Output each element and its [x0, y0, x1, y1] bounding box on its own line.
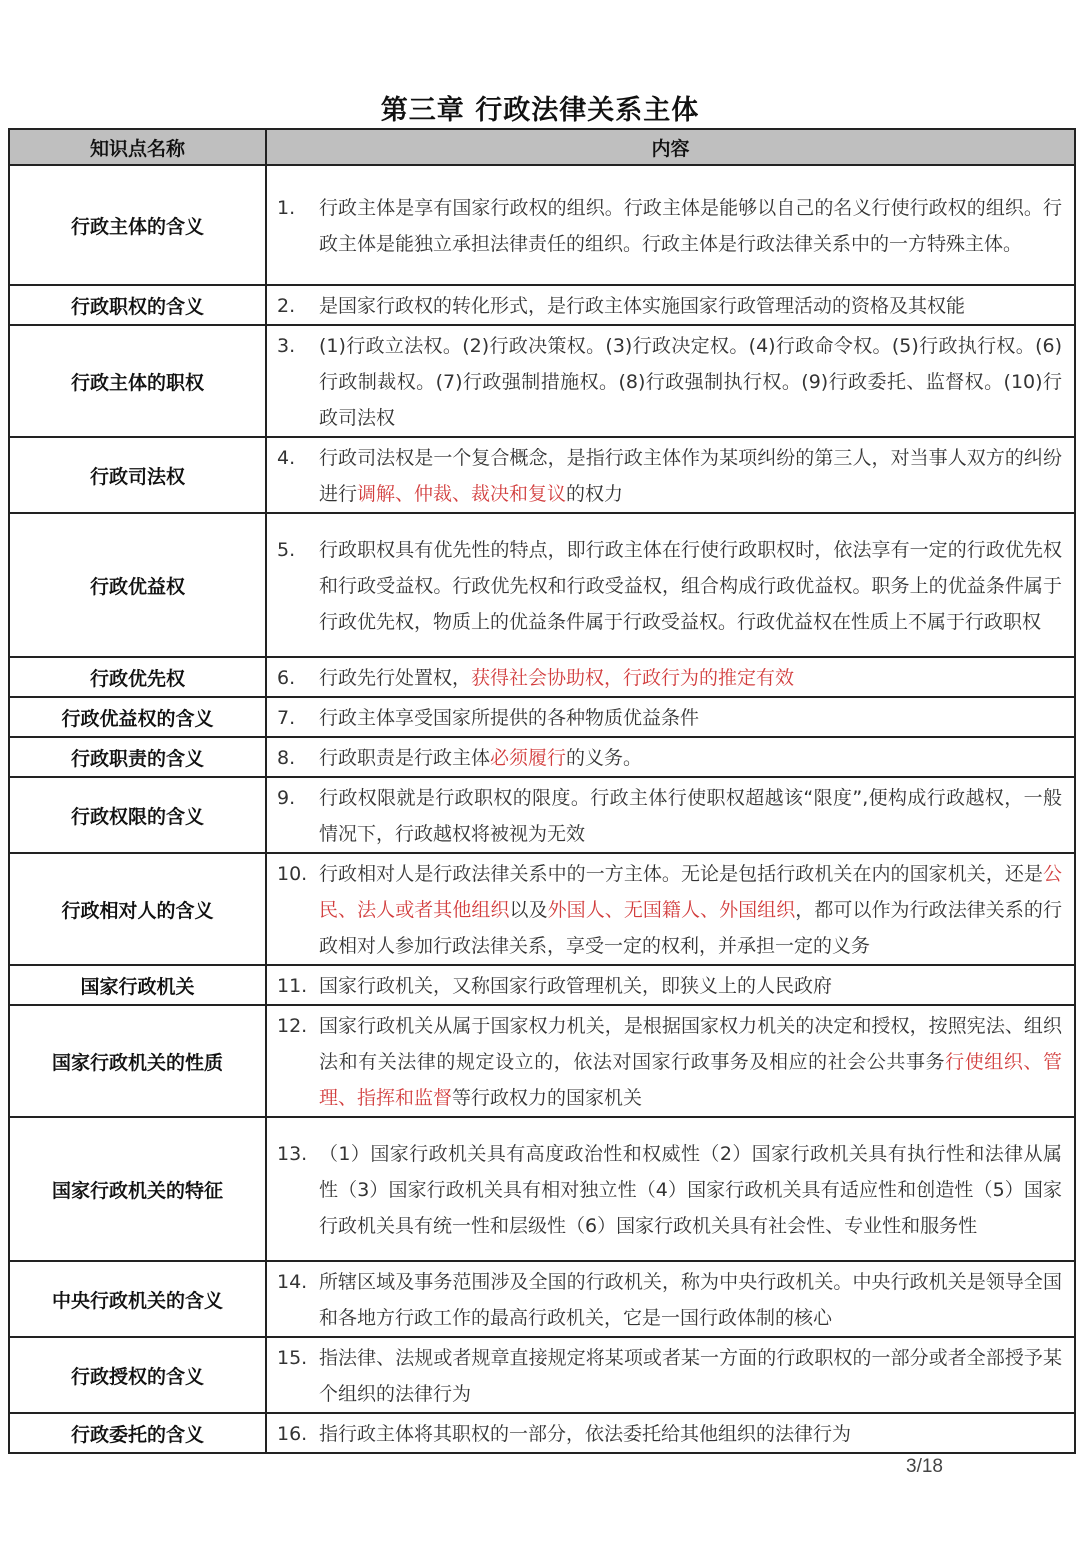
table-row: [9, 513, 1075, 657]
table-row: [9, 965, 1075, 1005]
knowledge-point-content: [266, 737, 1075, 777]
item-number: 1.: [277, 197, 296, 219]
item-text: [319, 740, 1062, 776]
table-row: [9, 657, 1075, 697]
table-row: [9, 1117, 1075, 1261]
content-item: [267, 1338, 1074, 1412]
highlighted-text: 行使组织、管理、指挥和监督: [319, 1051, 1062, 1109]
text-segment: 国家行政机关，又称国家行政管理机关，即狭义上的人民政府: [319, 975, 833, 997]
knowledge-point-content: [266, 325, 1075, 437]
knowledge-point-content: [266, 697, 1075, 737]
table-row: [9, 737, 1075, 777]
item-text: [319, 288, 1062, 324]
knowledge-point-name: 行政职权的含义: [9, 285, 266, 325]
text-segment: 国家行政机关从属于国家权力机关，是根据国家权力机关的决定和授权，按照宪法、组织法和有关法律的规定设立的，依法对国家行政事务及相应的社会公共事务: [319, 1015, 1062, 1073]
knowledge-point-name: 行政相对人的含义: [9, 853, 266, 965]
page-number: 3/18: [906, 1456, 943, 1477]
item-text: [319, 1340, 1062, 1412]
content-item: [267, 438, 1074, 512]
item-number: 13.: [277, 1143, 308, 1165]
item-number: 6.: [277, 667, 296, 689]
knowledge-point-name: 行政主体的含义: [9, 165, 266, 285]
table-row: [9, 1261, 1075, 1337]
knowledge-point-content: [266, 657, 1075, 697]
text-segment: 指法律、法规或者规章直接规定将某项或者某一方面的行政职权的一部分或者全部授予某个组织的法律行为: [319, 1347, 1062, 1405]
content-item: [267, 854, 1074, 964]
knowledge-point-name: 行政优益权的含义: [9, 697, 266, 737]
table-row: [9, 1413, 1075, 1453]
table-row: [9, 325, 1075, 437]
text-segment: 行政先行处置权，: [319, 667, 472, 689]
item-text: [319, 190, 1062, 262]
item-number: 14.: [277, 1271, 308, 1293]
table-body: [9, 165, 1075, 1453]
knowledge-point-name: 行政优先权: [9, 657, 266, 697]
text-segment: 行政主体是享有国家行政权的组织。行政主体是能够以自己的名义行使行政权的组织。行政主体是能独立承担法律责任的组织。行政主体是行政法律关系中的一方特殊主体。: [319, 197, 1062, 255]
item-number: 5.: [277, 539, 296, 561]
item-number: 9.: [277, 787, 296, 809]
table-row: [9, 1337, 1075, 1413]
knowledge-point-content: [266, 777, 1075, 853]
knowledge-point-content: [266, 437, 1075, 513]
content-item: [267, 326, 1074, 436]
text-segment: 的权力: [566, 483, 624, 505]
text-segment: 等行政权力的国家机关: [452, 1087, 643, 1109]
text-segment: 行政司法权是一个复合概念，是指行政主体作为某项纠纷的第三人，对当事人双方的纠纷进行: [319, 447, 1062, 505]
content-item: [267, 658, 1074, 696]
item-text: [319, 328, 1062, 436]
knowledge-point-content: [266, 1261, 1075, 1337]
knowledge-table: [8, 128, 1076, 1454]
item-text: [319, 1416, 1062, 1452]
knowledge-point-name: 国家行政机关的性质: [9, 1005, 266, 1117]
text-segment: ，都可以作为行政法律关系的行政相对人参加行政法律关系，享受一定的权利，并承担一定的义务: [319, 899, 1062, 957]
knowledge-point-name: 行政授权的含义: [9, 1337, 266, 1413]
table-row: [9, 697, 1075, 737]
content-item: [267, 1006, 1074, 1116]
knowledge-point-content: [266, 1337, 1075, 1413]
item-text: [319, 1264, 1062, 1336]
table-header-row: [9, 129, 1075, 165]
knowledge-point-name: 行政司法权: [9, 437, 266, 513]
item-text: [319, 700, 1062, 736]
text-segment: (1)行政立法权。(2)行政决策权。(3)行政决定权。(4)行政命令权。(5)行政执行权。(6)行政制裁权。(7)行政强制措施权。(8)行政强制执行权。(9)行政委托、监督权。(10)行政司法权: [319, 335, 1062, 429]
content-item: [267, 698, 1074, 736]
item-text: [319, 856, 1062, 964]
text-segment: 行政职责是行政主体: [319, 747, 491, 769]
knowledge-point-content: [266, 1117, 1075, 1261]
highlighted-text: 获得社会协助权，行政行为的推定有效: [471, 667, 795, 689]
table-row: [9, 285, 1075, 325]
knowledge-point-name: 行政优益权: [9, 513, 266, 657]
item-text: [319, 780, 1062, 852]
item-text: [319, 660, 1062, 696]
content-item: [267, 1262, 1074, 1336]
item-text: [319, 1136, 1062, 1244]
item-number: 15.: [277, 1347, 308, 1369]
item-number: 12.: [277, 1015, 308, 1037]
content-item: [267, 286, 1074, 324]
knowledge-point-content: [266, 165, 1075, 285]
item-number: 7.: [277, 707, 296, 729]
content-item: [267, 966, 1074, 1004]
item-text: [319, 440, 1062, 512]
header-content: 内容: [266, 129, 1075, 165]
table-row: [9, 777, 1075, 853]
table-row: [9, 853, 1075, 965]
text-segment: 行政主体享受国家所提供的各种物质优益条件: [319, 707, 700, 729]
content-item: [267, 1414, 1074, 1452]
knowledge-point-name: 国家行政机关的特征: [9, 1117, 266, 1261]
knowledge-point-content: [266, 965, 1075, 1005]
table-row: [9, 437, 1075, 513]
text-segment: 所辖区域及事务范围涉及全国的行政机关，称为中央行政机关。中央行政机关是领导全国和各地方行政工作的最高行政机关，它是一国行政体制的核心: [319, 1271, 1062, 1329]
knowledge-point-name: 行政职责的含义: [9, 737, 266, 777]
item-number: 10.: [277, 863, 308, 885]
knowledge-point-name: 中央行政机关的含义: [9, 1261, 266, 1337]
knowledge-point-content: [266, 853, 1075, 965]
knowledge-point-name: 行政委托的含义: [9, 1413, 266, 1453]
text-segment: 行政相对人是行政法律关系中的一方主体。无论是包括行政机关在内的国家机关，还是: [319, 863, 1043, 885]
knowledge-point-content: [266, 1413, 1075, 1453]
text-segment: 以及: [509, 899, 548, 921]
highlighted-text: 必须履行: [490, 747, 567, 769]
item-number: 16.: [277, 1423, 308, 1445]
item-number: 3.: [277, 335, 296, 357]
text-segment: 行政职权具有优先性的特点，即行政主体在行使行政职权时，依法享有一定的行政优先权和行政受益权。行政优先权和行政受益权，组合构成行政优益权。职务上的优益条件属于行政优先权，物质上的优益条件属于行政受益权。行政优益权在性质上不属于行政职权: [319, 539, 1062, 633]
page-title: 第三章 行政法律关系主体: [380, 95, 700, 126]
knowledge-point-name: 行政权限的含义: [9, 777, 266, 853]
header-name: 知识点名称: [9, 129, 266, 165]
knowledge-point-name: 行政主体的职权: [9, 325, 266, 437]
item-text: [319, 968, 1062, 1004]
table-row: [9, 165, 1075, 285]
content-item: [267, 738, 1074, 776]
item-number: 2.: [277, 295, 296, 317]
knowledge-point-content: [266, 1005, 1075, 1117]
item-number: 8.: [277, 747, 296, 769]
text-segment: 行政权限就是行政职权的限度。行政主体行使职权超越该“限度”,便构成行政越权，一般情况下，行政越权将被视为无效: [319, 787, 1062, 845]
item-text: [319, 532, 1062, 640]
highlighted-text: 外国人、无国籍人、外国组织: [547, 899, 796, 921]
text-segment: 是国家行政权的转化形式，是行政主体实施国家行政管理活动的资格及其权能: [319, 295, 966, 317]
text-segment: 指行政主体将其职权的一部分，依法委托给其他组织的法律行为: [319, 1423, 852, 1445]
highlighted-text: 调解、仲裁、裁决和复议: [357, 483, 567, 505]
content-item: [267, 1134, 1074, 1244]
text-segment: （1）国家行政机关具有高度政治性和权威性（2）国家行政机关具有执行性和法律从属性（3）国家行政机关具有相对独立性（4）国家行政机关具有适应性和创造性（5）国家行政机关具有统一性和层级性（6）国家行政机关具有社会性、专业性和服务性: [319, 1143, 1062, 1237]
item-number: 11.: [277, 975, 308, 997]
knowledge-point-content: [266, 513, 1075, 657]
item-number: 4.: [277, 447, 296, 469]
highlighted-text: 公民、法人或者其他组织: [319, 863, 1062, 921]
knowledge-point-content: [266, 285, 1075, 325]
content-item: [267, 778, 1074, 852]
text-segment: 的义务。: [566, 747, 643, 769]
content-item: [267, 188, 1074, 262]
content-item: [267, 530, 1074, 640]
table-row: [9, 1005, 1075, 1117]
item-text: [319, 1008, 1062, 1116]
knowledge-point-name: 国家行政机关: [9, 965, 266, 1005]
